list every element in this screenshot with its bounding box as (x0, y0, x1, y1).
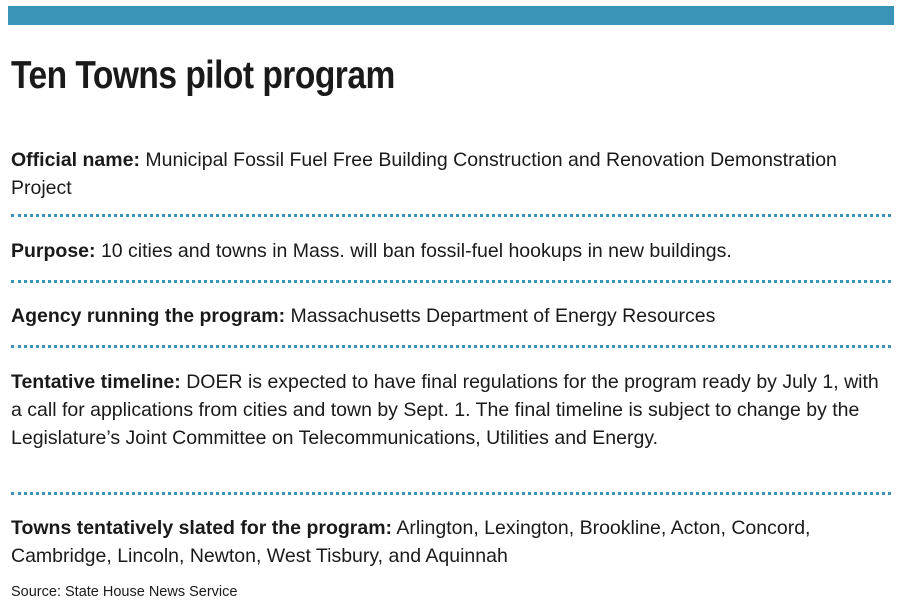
section-text: Massachusetts Department of Energy Resources (290, 305, 716, 327)
dotted-divider (11, 345, 891, 348)
section-label: Purpose: (11, 240, 96, 262)
page-title: Ten Towns pilot program (11, 54, 395, 97)
section-label: Tentative timeline: (11, 371, 181, 393)
top-accent-bar (8, 6, 894, 25)
section-agency (11, 302, 889, 330)
section-label: Towns tentatively slated for the program: (11, 517, 393, 539)
source-credit: Source: State House News Service (11, 584, 238, 600)
section-official-name (11, 146, 889, 202)
dotted-divider (11, 492, 891, 495)
section-purpose (11, 237, 889, 265)
section-towns (11, 514, 889, 570)
section-label: Official name: (11, 149, 140, 171)
section-timeline (11, 368, 889, 452)
dotted-divider (11, 280, 891, 283)
section-text: DOER is expected to have final regulations for the program ready by July 1, with a call for applications from cities and town by Sept. 1. The final timeline is subject to change by the Legislature’s Joint Committee on Telecommunications, Utilities and Energy. (11, 371, 879, 449)
section-label: Agency running the program: (11, 305, 286, 327)
dotted-divider (11, 214, 891, 217)
section-text: 10 cities and towns in Mass. will ban fossil-fuel hookups in new buildings. (100, 240, 732, 262)
section-text: Arlington, Lexington, Brookline, Acton, Concord, Cambridge, Lincoln, Newton, West Tisbury, and Aquinnah (11, 517, 811, 567)
section-text: Municipal Fossil Fuel Free Building Construction and Renovation Demonstration Project (11, 149, 837, 199)
